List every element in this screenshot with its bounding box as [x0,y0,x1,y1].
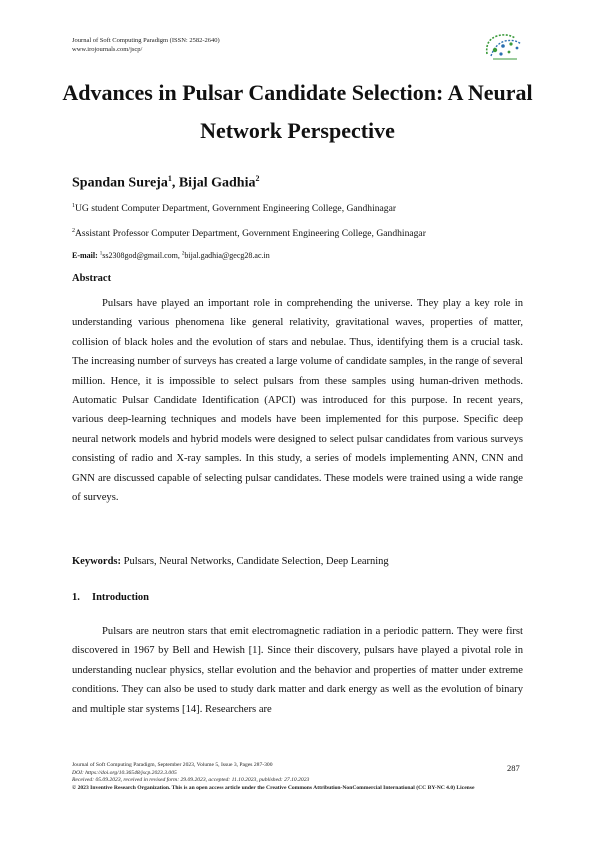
email-mark: 2 [181,251,185,257]
email-address-2[interactable]: bijal.gadhia@gecg28.ac.in [184,251,270,260]
author-name: Spandan Sureja [72,175,168,191]
footer-doi[interactable]: DOI: https://doi.org/10.36548/jscp.2023.3.005 [72,769,177,776]
journal-logo-icon [481,30,527,64]
keywords-text: Pulsars, Neural Networks, Candidate Selection, Deep Learning [121,556,389,567]
journal-url[interactable]: www.irojournals.com/jscp/ [72,46,143,53]
footer-citation: Journal of Soft Computing Paradigm, September 2023, Volume 5, Issue 3, Pages 287-300 [72,762,273,768]
author-affiliation-mark: 2 [255,174,260,183]
keywords-line [72,556,389,567]
page-footer [72,762,523,792]
author-line [72,174,259,192]
affiliation-mark: 1 [72,203,75,209]
email-mark: 1 [99,251,103,257]
section-number: 1. [72,592,80,603]
abstract-text: Pulsars have played an important role in comprehending the universe. They play a key role in understanding various phenomena like general relativity, gravitational waves, properties of matter, collision of black holes and the evolution of stars and nebulae. Thus, identifying them is a crucial task. The increasing number of surveys has created a large volume of candidate samples, in the range of several million. Hence, it is impossible to select pulsars from these samples using human-driven methods. Automatic Pulsar Candidate Identification (APCI) was introduced for this purpose. In recent years, various deep-learning techniques and models have been implemented for this purpose. Specific deep neural network models and hybrid models were designed to select pulsar candidates from various surveys consisting of radio and X-ray samples. In this study, a series of models implementing ANN, CNN and GNN are discussed capable of selecting pulsar candidates. These models were trained using a wide range of surveys. [72,298,523,504]
journal-header [72,36,220,54]
affiliation-2 [72,228,426,239]
affiliation-mark: 2 [72,228,75,234]
author-affiliation-mark: 1 [167,174,172,183]
introduction-text: Pulsars are neutron stars that emit electromagnetic radiation in a periodic pattern. They were first discovered in 1967 by Bell and Hewish [1]. Since their discovery, pulsars have played a pivotal role in understanding nuclear physics, stellar evolution and the behavior and properties of matter under extreme conditions. They can also be used to study dark matter and dark energy as well as the evolution of binary and multiple star systems [14]. Researchers are [72,626,523,715]
affiliation-text: Assistant Professor Computer Department, Government Engineering College, Gandhinagar [75,228,426,240]
footer-dates: Received: 05.09.2023, received in revised form: 29.09.2023, accepted: 11.10.2023, published: 27.10.2023 [72,777,310,783]
paper-title: Advances in Pulsar Candidate Selection: A Neural Network Perspective [62,80,533,143]
section-title: Introduction [92,592,149,603]
author-separator: , [171,175,179,191]
affiliation-text: UG student Computer Department, Government Engineering College, Gandhinagar [75,203,397,215]
author-name: Bijal Gadhia [178,175,256,191]
footer-license: © 2023 Inventive Research Organization. This is an open access article under the Creative Commons Attribution-NonCommercial International (CC BY-NC 4.0) License [72,784,475,791]
email-label: E-mail: [72,251,98,260]
abstract-heading: Abstract [72,273,112,284]
affiliation-1 [72,203,396,214]
page-number: 287 [507,763,520,773]
email-address-1[interactable]: ss2308god@gmail.com, [102,251,182,260]
email-line [72,251,270,260]
journal-name: Journal of Soft Computing Paradigm (ISSN: 2582-2640) [72,37,220,44]
keywords-label: Keywords: [72,556,121,567]
section-heading [72,592,149,603]
